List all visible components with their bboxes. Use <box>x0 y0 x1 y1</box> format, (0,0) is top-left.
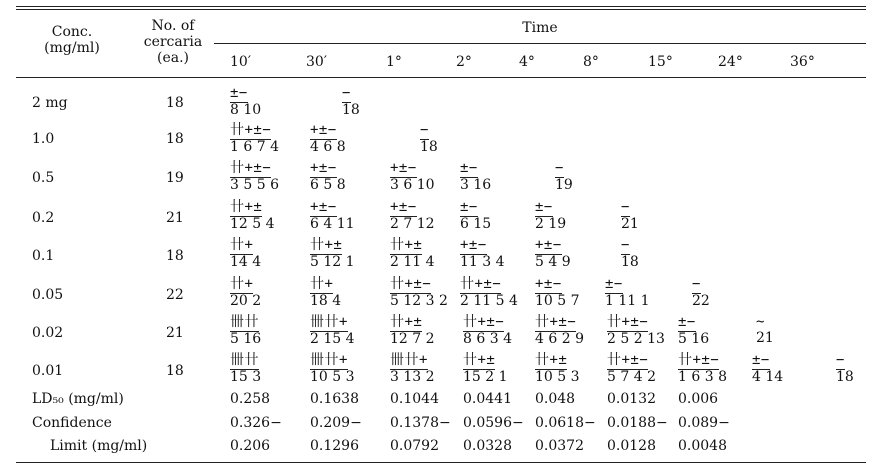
reaction-symbols: 卄+± <box>390 314 423 330</box>
reaction-counts: 18 <box>420 139 438 155</box>
reaction-cell <box>390 238 435 270</box>
reaction-cell <box>460 277 518 309</box>
reaction-cell <box>230 238 261 270</box>
reaction-cell <box>535 200 566 232</box>
header-bottom-rule <box>16 77 866 78</box>
reaction-counts: 2 11 5 4 <box>460 293 518 309</box>
reaction-symbols: − <box>555 160 564 176</box>
reaction-counts: 18 <box>836 369 854 385</box>
reaction-counts: 3 6 10 <box>390 177 435 193</box>
reaction-counts: 5 16 <box>678 331 710 347</box>
reaction-symbols: 卄+±− <box>460 276 502 292</box>
confidence-value: 0.1378− <box>390 415 451 431</box>
reaction-symbols: ±− <box>605 276 623 292</box>
reaction-cell <box>230 315 261 347</box>
reaction-cell <box>230 353 261 385</box>
reaction-symbols: − <box>621 199 630 215</box>
row-conc: 0.5 <box>32 170 55 186</box>
row-conc: 2 mg <box>32 95 68 111</box>
reaction-counts: 3 5 5 6 <box>230 177 279 193</box>
reaction-counts: 10 5 7 <box>535 293 580 309</box>
reaction-cell <box>310 315 355 347</box>
reaction-counts: 21 <box>621 216 639 232</box>
reaction-symbols: 卄+±− <box>230 122 272 138</box>
reaction-cell <box>230 86 261 118</box>
cercaria-header <box>138 18 208 66</box>
reaction-cell <box>342 86 360 118</box>
reaction-cell <box>678 315 709 347</box>
reaction-cell <box>310 123 346 155</box>
top-rule-1 <box>16 6 866 7</box>
reaction-symbols: 卌卄+ <box>310 314 348 330</box>
limit-value: 0.1296 <box>310 438 359 454</box>
reaction-cell <box>460 200 491 232</box>
reaction-cell <box>230 200 275 232</box>
reaction-cell <box>390 353 435 385</box>
reaction-counts: 11 3 4 <box>460 254 505 270</box>
time-col-36h: 36° <box>790 54 815 70</box>
time-col-15h: 15° <box>648 54 673 70</box>
reaction-cell <box>535 277 580 309</box>
reaction-cell <box>460 161 491 193</box>
reaction-counts: 4 14 <box>752 369 784 385</box>
reaction-counts: 10 5 3 <box>535 369 580 385</box>
limit-value: 0.0792 <box>390 438 439 454</box>
reaction-symbols: 卄+± <box>230 199 263 215</box>
reaction-counts: 8 10 <box>230 102 262 118</box>
top-rule-2 <box>16 9 866 10</box>
reaction-symbols: 卄+±− <box>607 314 649 330</box>
reaction-symbols: − <box>692 276 701 292</box>
reaction-cell <box>678 353 727 385</box>
reaction-counts: 2 5 2 13 <box>607 331 665 347</box>
row-count: 18 <box>166 95 184 111</box>
time-col-24h: 24° <box>718 54 743 70</box>
reaction-counts: 18 4 <box>310 293 342 309</box>
reaction-cell <box>621 238 639 270</box>
reaction-symbols: 卄+± <box>310 237 343 253</box>
reaction-cell <box>555 161 573 193</box>
ld50-value: 0.258 <box>230 391 271 407</box>
row-count: 21 <box>166 325 184 341</box>
reaction-symbols: 卄+±− <box>230 160 272 176</box>
ld50-value: 0.0441 <box>463 391 512 407</box>
conc-label: Conc. <box>51 24 93 40</box>
reaction-cell <box>420 123 438 155</box>
reaction-symbols: +±− <box>310 122 337 138</box>
reaction-counts: 21 <box>756 330 774 346</box>
reaction-counts: 5 12 1 <box>310 254 355 270</box>
reaction-symbols: +±− <box>535 276 562 292</box>
reaction-cell <box>310 161 346 193</box>
limit-value: 0.0128 <box>607 438 656 454</box>
reaction-symbols: − <box>420 122 429 138</box>
reaction-counts: 4 6 8 <box>310 139 346 155</box>
row-conc: 0.02 <box>32 325 64 341</box>
reaction-symbols: ±− <box>460 160 478 176</box>
time-col-2h: 2° <box>456 54 472 70</box>
reaction-counts: 3 13 2 <box>390 369 435 385</box>
reaction-counts: 18 <box>621 254 639 270</box>
reaction-symbols: 卌卄+ <box>390 352 428 368</box>
reaction-symbols: − <box>621 237 630 253</box>
reaction-counts: 6 4 11 <box>310 216 355 232</box>
reaction-counts: 22 <box>692 293 710 309</box>
time-col-1h: 1° <box>386 54 402 70</box>
reaction-counts: 6 15 <box>460 216 492 232</box>
reaction-cell <box>535 315 584 347</box>
reaction-symbols: 卄+±− <box>607 352 649 368</box>
time-col-30min: 30′ <box>306 54 327 70</box>
reaction-symbols: 卄+±− <box>463 314 505 330</box>
reaction-counts: 2 7 12 <box>390 216 435 232</box>
reaction-counts: 19 <box>555 177 573 193</box>
row-count: 22 <box>166 287 184 303</box>
limit-value: 0.0372 <box>535 438 584 454</box>
reaction-cell <box>230 123 279 155</box>
row-conc: 0.1 <box>32 248 55 264</box>
ld50-value: 0.1044 <box>390 391 439 407</box>
reaction-counts: 12 5 4 <box>230 216 275 232</box>
reaction-counts: 12 7 2 <box>390 331 435 347</box>
reaction-symbols: ±− <box>752 352 770 368</box>
reaction-cell <box>390 277 448 309</box>
reaction-cell <box>463 353 508 385</box>
reaction-cell <box>752 353 783 385</box>
reaction-symbols: ~ <box>756 314 765 330</box>
reaction-counts: 5 4 9 <box>535 254 571 270</box>
reaction-symbols: +±− <box>310 160 337 176</box>
row-count: 19 <box>166 170 184 186</box>
reaction-cell <box>310 277 341 309</box>
row-count: 21 <box>166 210 184 226</box>
reaction-symbols: ±− <box>230 85 248 101</box>
reaction-counts: 1 6 7 4 <box>230 139 279 155</box>
ld50-label: LD₅₀ (mg/ml) <box>32 391 124 407</box>
row-count: 18 <box>166 363 184 379</box>
row-conc: 0.2 <box>32 210 55 226</box>
time-col-4h: 4° <box>519 54 535 70</box>
reaction-counts: 5 7 4 2 <box>607 369 656 385</box>
time-header: Time <box>522 20 558 36</box>
row-count: 18 <box>166 248 184 264</box>
reaction-cell <box>460 238 505 270</box>
reaction-symbols: 卌卄+ <box>310 352 348 368</box>
reaction-counts: 1 6 3 8 <box>678 369 727 385</box>
reaction-counts: 3 16 <box>460 177 492 193</box>
reaction-symbols: ±− <box>460 199 478 215</box>
reaction-counts: 5 16 <box>230 331 262 347</box>
reaction-symbols: 卌卄 <box>230 314 259 330</box>
reaction-symbols: +±− <box>460 237 487 253</box>
confidence-value: 0.0618− <box>535 415 596 431</box>
reaction-symbols: +±− <box>390 199 417 215</box>
reaction-symbols: ±− <box>678 314 696 330</box>
cercaria-label-3: (ea.) <box>156 50 189 66</box>
limit-value: 0.0048 <box>678 438 727 454</box>
reaction-counts: 2 11 4 <box>390 254 435 270</box>
reaction-symbols: +±− <box>310 199 337 215</box>
reaction-cell <box>390 161 435 193</box>
reaction-symbols: 卄+ <box>230 276 254 292</box>
row-count: 18 <box>166 131 184 147</box>
reaction-symbols: 卄+±− <box>678 352 720 368</box>
reaction-counts: 8 6 3 4 <box>463 331 512 347</box>
reaction-cell <box>310 200 355 232</box>
reaction-counts: 10 5 3 <box>310 369 355 385</box>
reaction-symbols: 卄+±− <box>535 314 577 330</box>
confidence-value: 0.209− <box>310 415 362 431</box>
reaction-cell <box>230 161 279 193</box>
reaction-cell <box>463 315 512 347</box>
row-conc: 0.01 <box>32 363 64 379</box>
confidence-value: 0.326− <box>230 415 282 431</box>
cercaria-label-1: No. of <box>151 18 195 34</box>
reaction-cell <box>621 200 639 232</box>
reaction-counts: 5 12 3 2 <box>390 293 448 309</box>
confidence-value: 0.089− <box>678 415 730 431</box>
reaction-counts: 6 5 8 <box>310 177 346 193</box>
reaction-cell <box>230 277 261 309</box>
reaction-counts: 15 3 <box>230 369 262 385</box>
reaction-symbols: 卄+± <box>463 352 496 368</box>
time-col-8h: 8° <box>583 54 599 70</box>
reaction-symbols: 卄+±− <box>390 276 432 292</box>
reaction-cell <box>535 238 571 270</box>
reaction-counts: 20 2 <box>230 293 262 309</box>
reaction-counts: 1 11 1 <box>605 293 650 309</box>
reaction-symbols: 卄+± <box>390 237 423 253</box>
confidence-label: Confidence <box>32 415 112 431</box>
reaction-symbols: +±− <box>535 237 562 253</box>
confidence-value: 0.0188− <box>607 415 668 431</box>
bottom-rule <box>16 462 866 463</box>
conc-unit: (mg/ml) <box>44 40 100 56</box>
confidence-value: 0.0596− <box>463 415 524 431</box>
reaction-counts: 14 4 <box>230 254 262 270</box>
reaction-symbols: 卌卄 <box>230 352 259 368</box>
limit-label: Limit (mg/ml) <box>50 438 148 454</box>
reaction-counts: 2 15 4 <box>310 331 355 347</box>
ld50-value: 0.006 <box>678 391 719 407</box>
reaction-counts: 4 6 2 9 <box>535 331 584 347</box>
conc-header <box>22 24 122 56</box>
row-conc: 0.05 <box>32 287 64 303</box>
reaction-symbols: 卄+ <box>310 276 334 292</box>
reaction-counts: 18 <box>342 102 360 118</box>
reaction-cell <box>607 353 656 385</box>
reaction-cell <box>390 315 435 347</box>
reaction-cell <box>756 315 774 346</box>
reaction-cell <box>605 277 650 309</box>
reaction-symbols: ±− <box>535 199 553 215</box>
cercaria-label-2: cercaria <box>143 34 203 50</box>
reaction-counts: 15 2 1 <box>463 369 508 385</box>
reaction-cell <box>836 353 854 385</box>
reaction-symbols: − <box>342 85 351 101</box>
reaction-symbols: 卄+± <box>535 352 568 368</box>
reaction-cell <box>390 200 435 232</box>
limit-value: 0.0328 <box>463 438 512 454</box>
reaction-cell <box>535 353 580 385</box>
reaction-cell <box>692 277 710 309</box>
reaction-symbols: +±− <box>390 160 417 176</box>
limit-value: 0.206 <box>230 438 271 454</box>
time-rule <box>214 43 866 44</box>
row-conc: 1.0 <box>32 131 55 147</box>
time-col-10min: 10′ <box>230 54 251 70</box>
reaction-cell <box>607 315 665 347</box>
reaction-symbols: − <box>836 352 845 368</box>
reaction-cell <box>310 353 355 385</box>
reaction-cell <box>310 238 355 270</box>
reaction-symbols: 卄+ <box>230 237 254 253</box>
reaction-counts: 2 19 <box>535 216 567 232</box>
ld50-value: 0.048 <box>535 391 576 407</box>
ld50-value: 0.1638 <box>310 391 359 407</box>
ld50-value: 0.0132 <box>607 391 656 407</box>
